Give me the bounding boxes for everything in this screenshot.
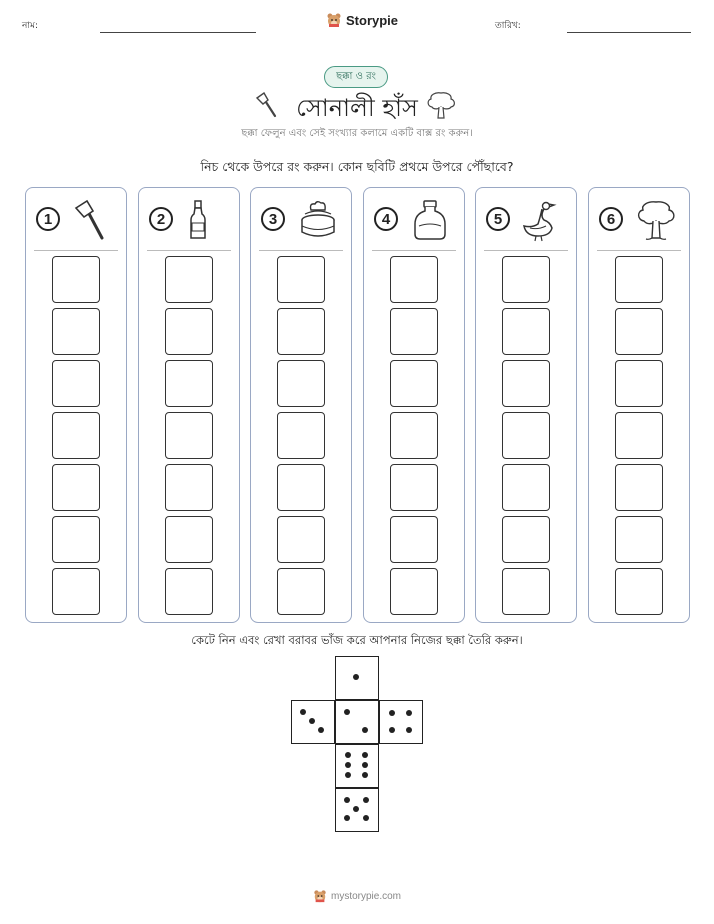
color-box[interactable]: [52, 360, 100, 407]
column-number: 6: [599, 207, 623, 231]
race-column-3: [250, 187, 352, 623]
worksheet-header: [0, 0, 714, 40]
footer-url[interactable]: mystorypie.com: [330, 890, 401, 902]
die-pip: [345, 762, 351, 768]
column-number: 2: [149, 207, 173, 231]
footer: [0, 884, 714, 908]
cut-instruction: কেটে নিন এবং রেখা বরাবর ভাঁজ করে আপনার নিজের ছক্কা তৈরি করুন।: [191, 633, 523, 647]
die-pip: [362, 752, 368, 758]
color-box[interactable]: [277, 412, 325, 459]
column-number: 4: [374, 207, 398, 231]
bear-mascot-icon: [313, 889, 327, 903]
color-box[interactable]: [615, 256, 663, 303]
die-face-6: [335, 744, 379, 788]
die-pip: [362, 772, 368, 778]
color-box[interactable]: [502, 568, 550, 615]
color-box[interactable]: [165, 568, 213, 615]
color-box[interactable]: [390, 412, 438, 459]
color-box[interactable]: [390, 256, 438, 303]
column-number: 5: [486, 207, 510, 231]
color-box[interactable]: [615, 568, 663, 615]
die-pip: [344, 797, 350, 803]
color-box[interactable]: [165, 516, 213, 563]
name-field-line: [100, 32, 256, 33]
color-box[interactable]: [52, 412, 100, 459]
subtitle: ছক্কা ফেলুন এবং সেই সংখ্যার কলামে একটি বাক্স রং করুন।: [241, 128, 473, 139]
name-label: নাম:: [22, 21, 39, 31]
color-box[interactable]: [390, 516, 438, 563]
die-pip: [389, 710, 395, 716]
flask-icon: [406, 198, 456, 242]
tree-icon: [631, 198, 681, 242]
column-number: 3: [261, 207, 285, 231]
color-box[interactable]: [277, 516, 325, 563]
color-box[interactable]: [277, 256, 325, 303]
goose-icon: [518, 198, 568, 242]
color-box[interactable]: [390, 308, 438, 355]
bottle-icon: [181, 198, 231, 242]
color-box[interactable]: [165, 464, 213, 511]
bear-mascot-icon: [326, 12, 342, 28]
color-box[interactable]: [502, 464, 550, 511]
color-box[interactable]: [390, 360, 438, 407]
die-pip: [309, 718, 315, 724]
color-box[interactable]: [502, 256, 550, 303]
instruction-text: নিচ থেকে উপরে রং করুন। কোন ছবিটি প্রথমে উপরে পৌঁছাবে?: [200, 159, 514, 174]
die-pip: [363, 797, 369, 803]
axe-icon: [68, 198, 118, 242]
die-pip: [362, 762, 368, 768]
race-column-5: [475, 187, 577, 623]
die-pip: [389, 727, 395, 733]
die-pip: [345, 752, 351, 758]
title-row: [0, 88, 714, 122]
color-box[interactable]: [502, 412, 550, 459]
color-box[interactable]: [615, 464, 663, 511]
color-box[interactable]: [165, 308, 213, 355]
color-box[interactable]: [615, 412, 663, 459]
die-face-5: [335, 788, 379, 832]
color-box[interactable]: [502, 516, 550, 563]
color-box[interactable]: [52, 516, 100, 563]
page-title: সোনালী হাঁস: [296, 94, 418, 122]
color-box[interactable]: [502, 308, 550, 355]
date-field-line: [567, 32, 691, 33]
die-pip: [318, 727, 324, 733]
color-box[interactable]: [615, 360, 663, 407]
color-box[interactable]: [615, 308, 663, 355]
tree-icon: [424, 90, 458, 120]
color-box[interactable]: [165, 256, 213, 303]
race-column-1: [25, 187, 127, 623]
die-pip: [353, 806, 359, 812]
die-pip: [406, 710, 412, 716]
color-box[interactable]: [615, 516, 663, 563]
color-box[interactable]: [165, 412, 213, 459]
race-column-6: [588, 187, 690, 623]
die-pip: [300, 709, 306, 715]
color-box[interactable]: [277, 568, 325, 615]
color-box[interactable]: [52, 308, 100, 355]
race-column-4: [363, 187, 465, 623]
die-pip: [406, 727, 412, 733]
date-label: তারিখ:: [495, 21, 521, 31]
column-number: 1: [36, 207, 60, 231]
die-pip: [344, 709, 350, 715]
die-pip: [362, 727, 368, 733]
color-box[interactable]: [502, 360, 550, 407]
die-pip: [345, 772, 351, 778]
race-column-2: [138, 187, 240, 623]
color-box[interactable]: [277, 464, 325, 511]
color-box[interactable]: [390, 464, 438, 511]
die-pip: [353, 674, 359, 680]
color-box[interactable]: [52, 464, 100, 511]
die-face-1: [335, 656, 379, 700]
cake-icon: [293, 198, 343, 242]
color-box[interactable]: [390, 568, 438, 615]
color-box[interactable]: [165, 360, 213, 407]
die-face-3: [291, 700, 335, 744]
color-box[interactable]: [277, 308, 325, 355]
die-face-2: [335, 700, 379, 744]
color-box[interactable]: [277, 360, 325, 407]
storypie-logo: [326, 12, 398, 28]
die-pip: [363, 815, 369, 821]
color-box[interactable]: [52, 568, 100, 615]
activity-badge: ছক্কা ও রং: [324, 66, 388, 88]
color-box[interactable]: [52, 256, 100, 303]
brand-name: Storypie: [346, 12, 399, 28]
die-face-4: [379, 700, 423, 744]
die-pip: [344, 815, 350, 821]
